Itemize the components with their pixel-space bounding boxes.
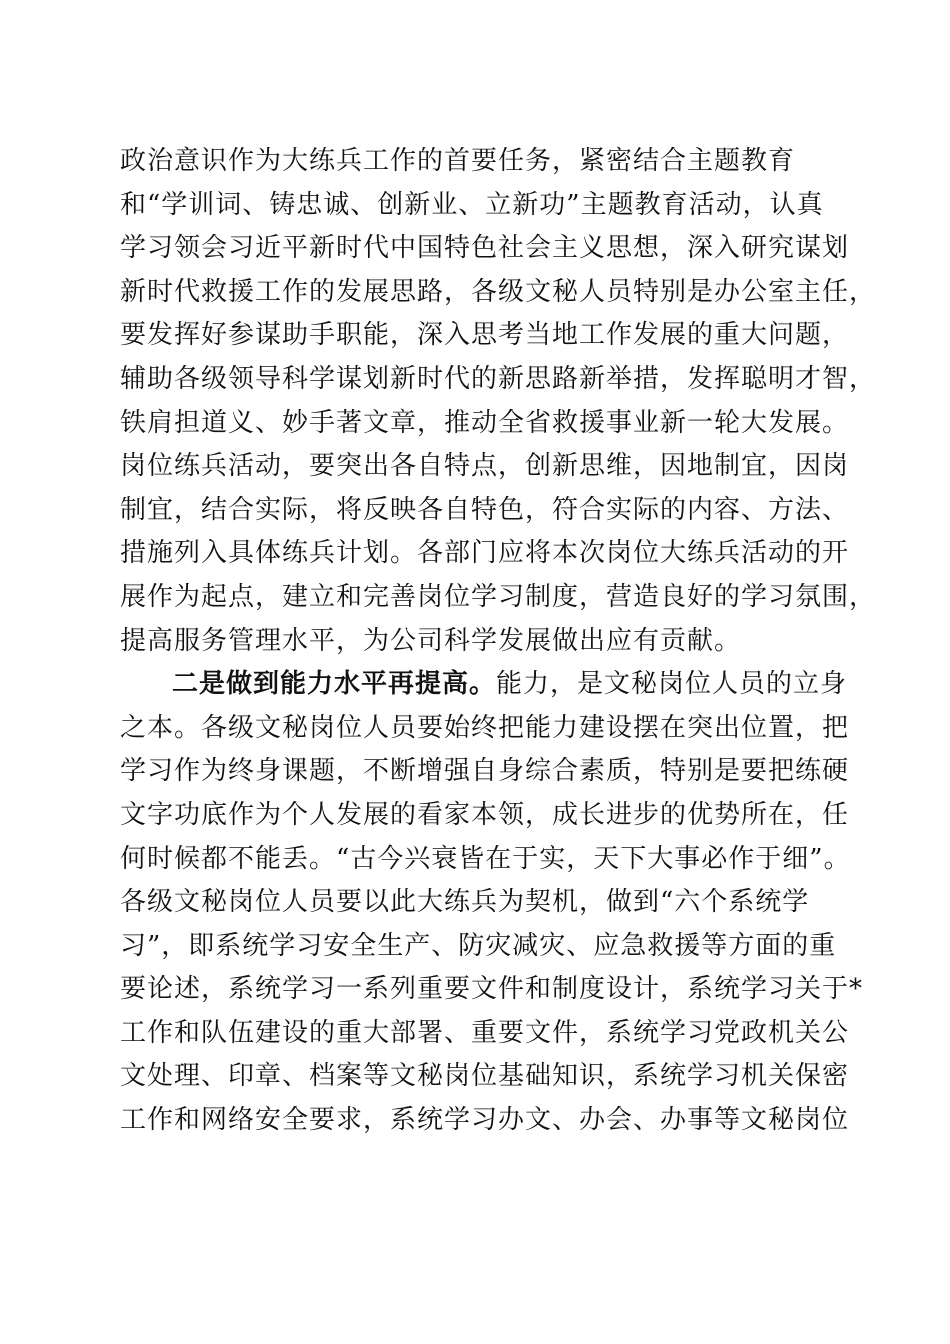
text-line: 和“学训词、铸忠诚、创新业、立新功”主题教育活动，认真: [120, 189, 824, 220]
text-line: 学习作为终身课题，不断增强自身综合素质，特别是要把练硬: [120, 756, 850, 787]
section-heading: 二是做到能力水平再提高。: [172, 669, 497, 700]
paragraph-first-line: [120, 663, 860, 707]
text-line: 新时代救援工作的发展思路，各级文秘人员特别是办公室主任，: [120, 276, 877, 307]
text-line: 何时候都不能丢。“古今兴衰皆在于实，天下大事必作于细”。: [120, 843, 851, 874]
body-text: [120, 140, 877, 1143]
text-line: 文字功底作为个人发展的看家本领，成长进步的优势所在，任: [120, 799, 850, 830]
text-line: 文处理、印章、档案等文秘岗位基础知识，系统学习机关保密: [120, 1061, 850, 1092]
text-line: 制宜，结合实际，将反映各自特色，符合实际的内容、方法、: [120, 494, 850, 525]
text-line: 各级文秘岗位人员要以此大练兵为契机，做到“六个系统学: [120, 887, 810, 918]
text-line: 习”，即系统学习安全生产、防灾减灾、应急救援等方面的重: [120, 930, 837, 961]
text-line: 工作和队伍建设的重大部署、重要文件，系统学习党政机关公: [120, 1017, 850, 1048]
text-line: 工作和网络安全要求，系统学习办文、办会、办事等文秘岗位: [120, 1105, 850, 1136]
text-line: 辅助各级领导科学谋划新时代的新思路新举措，发挥聪明才智，: [120, 363, 877, 394]
text-line: 措施列入具体练兵计划。各部门应将本次岗位大练兵活动的开: [120, 538, 850, 569]
text-line-rest: 能力，是文秘岗位人员的立身: [496, 669, 848, 700]
text-line: 学习领会习近平新时代中国特色社会主义思想，深入研究谋划: [120, 233, 850, 264]
text-line: 展作为起点，建立和完善岗位学习制度，营造良好的学习氛围，: [120, 581, 877, 612]
text-line: 铁肩担道义、妙手著文章，推动全省救援事业新一轮大发展。: [120, 407, 850, 438]
text-line: 岗位练兵活动，要突出各自特点，创新思维，因地制宜，因岗: [120, 451, 850, 482]
text-line: 政治意识作为大练兵工作的首要任务，紧密结合主题教育: [120, 146, 796, 176]
text-line: 要论述，系统学习一系列重要文件和制度设计，系统学习关于*: [120, 974, 864, 1005]
text-line: 提高服务管理水平，为公司科学发展做出应有贡献。: [120, 625, 742, 656]
text-line: 之本。各级文秘岗位人员要始终把能力建设摆在突出位置，把: [120, 712, 850, 743]
text-line: 要发挥好参谋助手职能，深入思考当地工作发展的重大问题，: [120, 320, 850, 351]
